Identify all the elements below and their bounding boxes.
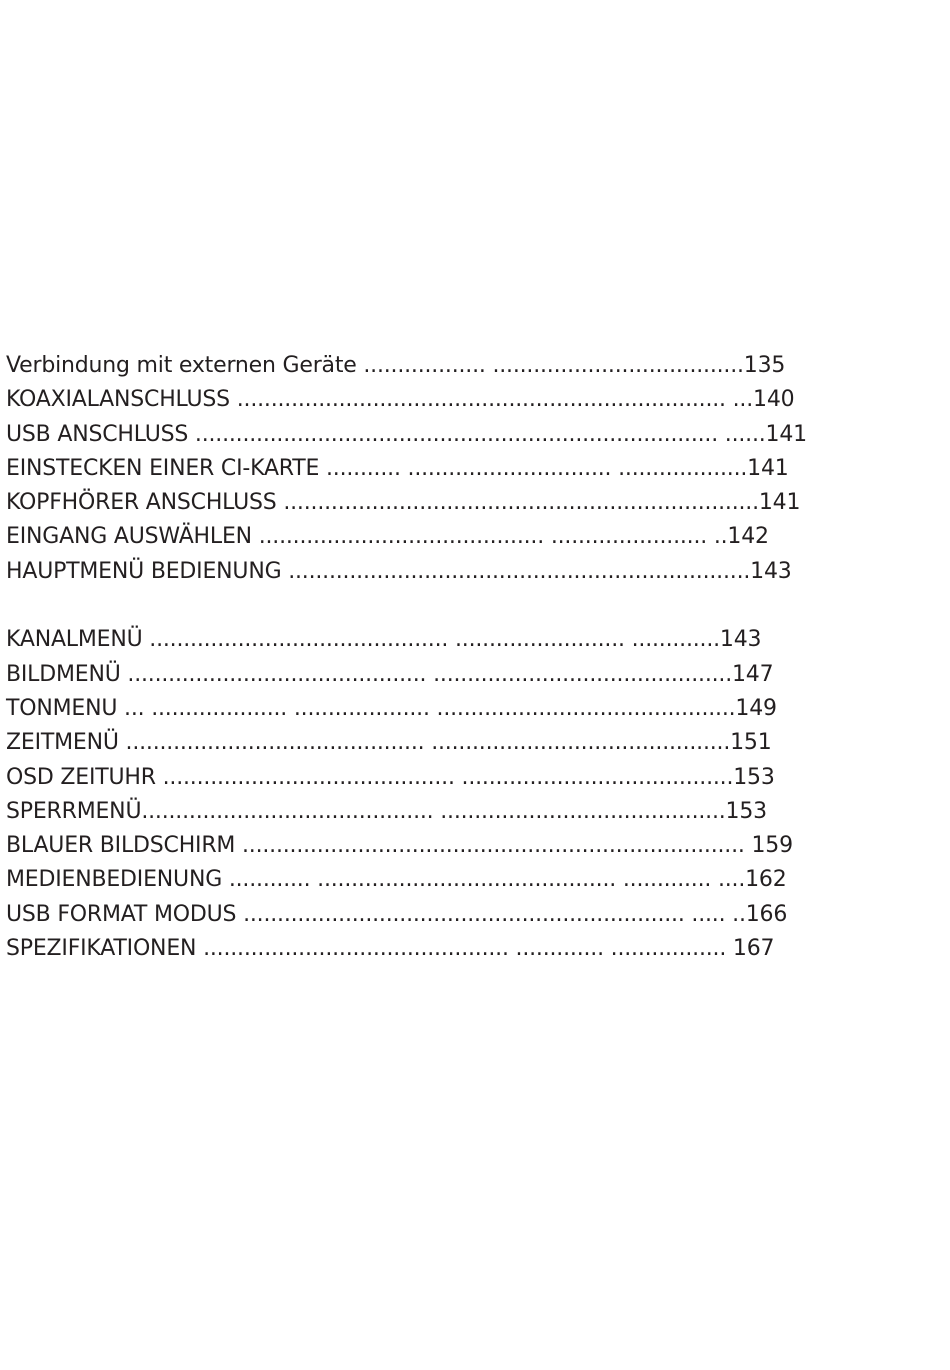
toc-entry-spezifikationen: SPEZIFIKATIONEN ............................................. ............. ................. 167 [6, 936, 775, 962]
toc-entry-kopfhoerer: KOPFHÖRER ANSCHLUSS ......................................................................141 [6, 490, 801, 516]
toc-entry-ci-karte: EINSTECKEN EINER CI-KARTE ........... .............................. ...................141 [6, 455, 789, 481]
toc-entry-usb-anschluss: USB ANSCHLUSS ............................................................................. ......141 [6, 421, 807, 447]
toc-entry-kanalmenue: KANALMENÜ ............................................ ......................... .............143 [6, 627, 762, 653]
toc-entry-sperrmenue: SPERRMENÜ........................................... ..........................................153 [6, 798, 767, 824]
toc-entry-bildmenue: BILDMENÜ ............................................ ............................................147 [6, 661, 774, 687]
toc-entry-hauptmenue: HAUPTMENÜ BEDIENUNG ....................................................................143 [6, 558, 792, 584]
toc-entry-koaxialanschluss: KOAXIALANSCHLUSS ........................................................................ ...140 [6, 387, 795, 413]
toc-entry-eingang: EINGANG AUSWÄHLEN .......................................... ....................... ..142 [6, 524, 769, 550]
toc-entry-medienbedienung: MEDIENBEDIENUNG ............ ............................................ ............. ....162 [6, 867, 787, 893]
toc-entry-tonmenu: TONMENU ... .................... .................... ............................................149 [6, 695, 777, 721]
toc-entry-blauer-bildschirm: BLAUER BILDSCHIRM .......................................................................... 159 [6, 833, 793, 859]
toc-entry-zeitmenue: ZEITMENÜ ............................................ ............................................151 [6, 730, 772, 756]
table-of-contents [6, 349, 906, 966]
toc-entry-usb-format-modus: USB FORMAT MODUS ................................................................. ..... ..166 [6, 901, 788, 927]
section-spacer [6, 589, 906, 623]
toc-entry-osd-zeituhr: OSD ZEITUHR ........................................... ........................................153 [6, 764, 775, 790]
toc-entry-verbindung: Verbindung mit externen Geräte .................. .....................................135 [6, 353, 786, 378]
